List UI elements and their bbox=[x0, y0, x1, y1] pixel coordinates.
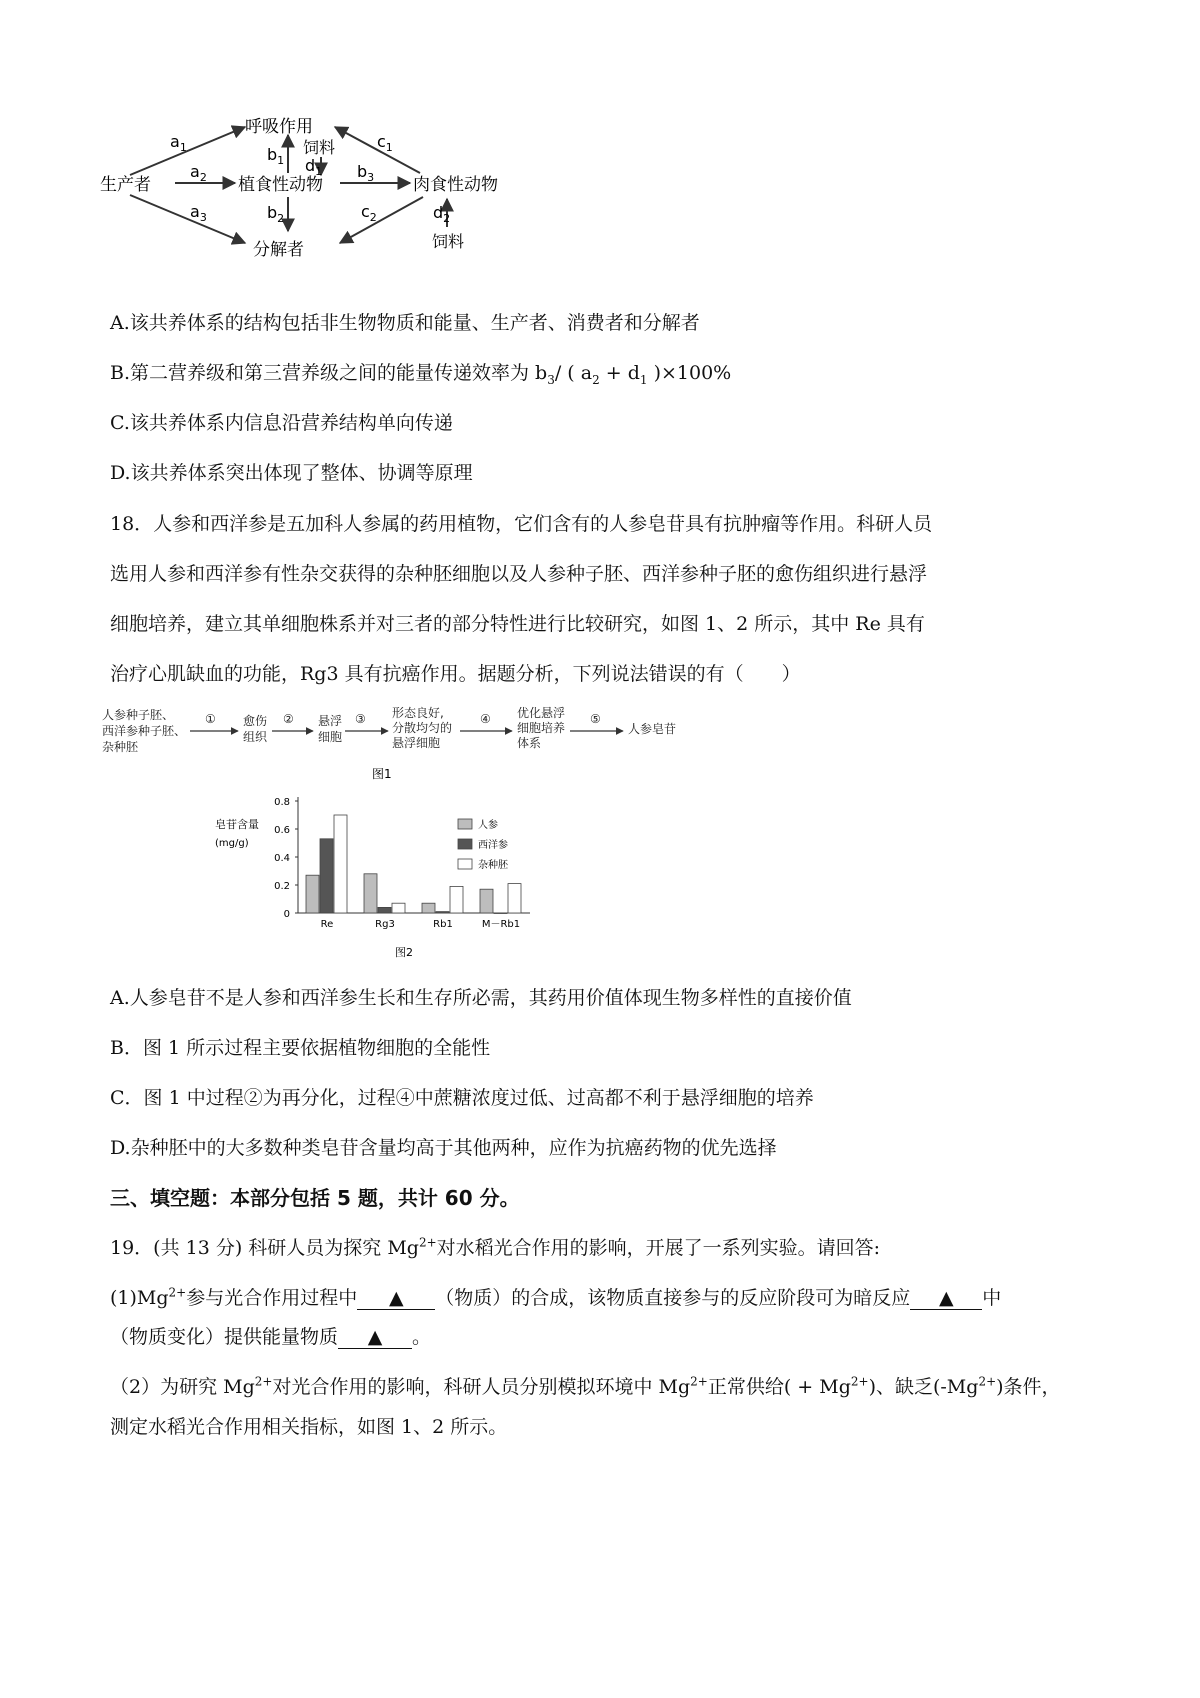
chart-x-tick-label: M－Rb1 bbox=[481, 919, 521, 930]
chart-bar bbox=[436, 912, 449, 913]
chart-bar bbox=[364, 874, 377, 913]
q17-option-c: C.该共养体系内信息沿营养结构单向传递 bbox=[110, 412, 453, 434]
flow-step-5: ⑤ bbox=[590, 712, 601, 726]
chart-bar bbox=[450, 886, 463, 913]
q17-option-b: B.第二营养级和第三营养级之间的能量传递效率为 $b_3/$ ( $a_2 + d_1$ )×100% bbox=[110, 362, 732, 387]
chart-x-tick-label: Rb1 bbox=[433, 919, 453, 930]
label-d1: $d_1$ bbox=[305, 156, 323, 178]
chart-y-tick-label: 0.8 bbox=[274, 797, 290, 808]
figure-1-caption: 图1 bbox=[372, 767, 392, 781]
arrow-a1 bbox=[130, 127, 245, 175]
chart-bar bbox=[392, 903, 405, 913]
q19-part-2-line-1: （2）为研究 $Mg^{2+}$对光合作用的影响，科研人员分别模拟环境中 $Mg^{2+}$正常供给( + $Mg^{2+}$)、缺乏$(-Mg^{2+})$条件， bbox=[110, 1374, 1061, 1398]
flow-step-4: ④ bbox=[480, 712, 491, 726]
flow-step-2: ② bbox=[283, 712, 294, 726]
q18-stem-line-3: 细胞培养，建立其单细胞株系并对三者的部分特性进行比较研究，如图 1、2 所示，其中 Re 具有 bbox=[110, 613, 925, 635]
flow-suspension-1: 悬浮 bbox=[318, 714, 343, 728]
q18-option-d: D.杂种胚中的大多数种类皂苷含量均高于其他两种，应作为抗癌药物的优先选择 bbox=[110, 1137, 777, 1159]
chart-bar bbox=[508, 884, 521, 913]
chart-x-tick-label: Rg3 bbox=[375, 919, 395, 930]
flow-good-3: 悬浮细胞 bbox=[392, 736, 441, 750]
label-d2: $d_2$ bbox=[433, 203, 451, 225]
q19-intro: 19．(共 13 分) 科研人员为探究 $Mg^{2+}$对水稻光合作用的影响，开展了一系列实验。请回答: bbox=[110, 1235, 881, 1259]
label-a2: $a_2$ bbox=[190, 162, 207, 184]
flow-optimized-3: 体系 bbox=[517, 736, 542, 750]
node-herbivore: 植食性动物 bbox=[238, 175, 323, 195]
flow-step-1: ① bbox=[205, 712, 216, 726]
label-b2: $b_2$ bbox=[267, 203, 285, 225]
flow-start-line-1: 人参种子胚、 bbox=[102, 708, 175, 722]
chart-legend-label: 西洋参 bbox=[478, 840, 508, 851]
flow-callus-2: 组织 bbox=[243, 730, 268, 744]
flow-step-3: ③ bbox=[355, 712, 366, 726]
flow-suspension-2: 细胞 bbox=[318, 730, 343, 744]
chart-bar bbox=[306, 875, 319, 913]
q18-option-b: B．图 1 所示过程主要依据植物细胞的全能性 bbox=[110, 1037, 491, 1059]
chart-ylabel: 皂苷含量 bbox=[215, 818, 259, 831]
q18-option-c: C．图 1 中过程②为再分化，过程④中蔗糖浓度过低、过高都不利于悬浮细胞的培养 bbox=[110, 1087, 814, 1109]
label-b3: $b_3$ bbox=[357, 162, 375, 184]
chart-bar bbox=[378, 907, 391, 913]
label-a3: $a_3$ bbox=[190, 202, 207, 224]
flow-start-line-2: 西洋参种子胚、 bbox=[102, 724, 187, 738]
flow-good-2: 分散均匀的 bbox=[392, 721, 453, 735]
chart-legend-swatch bbox=[458, 859, 472, 869]
flow-start-line-3: 杂种胚 bbox=[102, 740, 139, 754]
figure-2-bar-chart bbox=[210, 788, 550, 958]
node-feed-1: 饲料 bbox=[303, 138, 336, 157]
q18-stem-line-1: 18．人参和西洋参是五加科人参属的药用植物，它们含有的人参皂苷具有抗肿瘤等作用。科研人员 bbox=[110, 513, 933, 535]
arrow-c2 bbox=[340, 197, 423, 243]
node-producer: 生产者 bbox=[100, 175, 151, 195]
label-b1: $b_1$ bbox=[267, 145, 285, 167]
answer-blank-1[interactable]: ▲ bbox=[357, 1287, 435, 1310]
arrow-a3 bbox=[130, 195, 245, 243]
chart-y-tick-label: 0.6 bbox=[274, 825, 290, 836]
flow-product: 人参皂苷 bbox=[628, 722, 677, 736]
label-c1: $c_1$ bbox=[377, 132, 393, 154]
chart-bar bbox=[334, 815, 347, 913]
chart-bar bbox=[320, 839, 333, 913]
q19-part-1-line-2: （物质变化）提供能量物质 ▲ 。 bbox=[110, 1326, 432, 1348]
q17-option-a: A.该共养体系的结构包括非生物物质和能量、生产者、消费者和分解者 bbox=[110, 312, 700, 334]
chart-bar bbox=[422, 903, 435, 913]
chart-yunit: (mg/g) bbox=[215, 838, 249, 849]
chart-y-tick-label: 0.4 bbox=[274, 853, 290, 864]
q18-stem-line-4: 治疗心肌缺血的功能，Rg3 具有抗癌作用。据题分析，下列说法错误的有（ ） bbox=[110, 663, 801, 685]
chart-x-tick-label: Re bbox=[320, 919, 334, 930]
node-feed-2: 饲料 bbox=[432, 232, 465, 251]
label-c2: $c_2$ bbox=[361, 202, 377, 224]
flow-callus-1: 愈伤 bbox=[243, 714, 268, 728]
flow-optimized-2: 细胞培养 bbox=[517, 721, 566, 735]
q18-stem-line-2: 选用人参和西洋参有性杂交获得的杂种胚细胞以及人参种子胚、西洋参种子胚的愈伤组织进行悬浮 bbox=[110, 563, 928, 585]
answer-blank-2[interactable]: ▲ bbox=[910, 1287, 982, 1310]
figure-1-flowchart bbox=[100, 703, 700, 783]
node-respiration: 呼吸作用 bbox=[245, 117, 313, 137]
node-decomposer: 分解者 bbox=[253, 240, 304, 260]
node-carnivore: 肉食性动物 bbox=[413, 175, 498, 195]
food-web-diagram bbox=[95, 105, 525, 275]
flow-good-1: 形态良好, bbox=[392, 706, 444, 720]
figure-2-caption: 图2 bbox=[395, 946, 413, 958]
chart-y-tick-label: 0.2 bbox=[274, 881, 290, 892]
flow-optimized-1: 优化悬浮 bbox=[517, 706, 566, 720]
answer-blank-3[interactable]: ▲ bbox=[338, 1326, 412, 1349]
chart-y-tick-label: 0 bbox=[283, 909, 290, 920]
section-3-heading: 三、填空题：本部分包括 5 题，共计 60 分。 bbox=[110, 1186, 520, 1210]
q19-part-1-line-1: $(1)Mg^{2+}$参与光合作用过程中 ▲ （物质）的合成，该物质直接参与的反应阶段可为暗反应 ▲ 中 bbox=[110, 1285, 1002, 1309]
chart-legend-swatch bbox=[458, 819, 472, 829]
q19-part-2-line-2: 测定水稻光合作用相关指标，如图 1、2 所示。 bbox=[110, 1416, 508, 1438]
chart-legend-swatch bbox=[458, 839, 472, 849]
chart-bar bbox=[494, 913, 507, 914]
label-a1: $a_1$ bbox=[170, 132, 187, 154]
q18-option-a: A.人参皂苷不是人参和西洋参生长和生存所必需，其药用价值体现生物多样性的直接价值 bbox=[110, 987, 852, 1009]
chart-bar bbox=[480, 889, 493, 913]
q17-option-d: D.该共养体系突出体现了整体、协调等原理 bbox=[110, 462, 473, 484]
chart-legend-label: 杂种胚 bbox=[478, 860, 508, 871]
chart-legend-label: 人参 bbox=[478, 820, 498, 831]
